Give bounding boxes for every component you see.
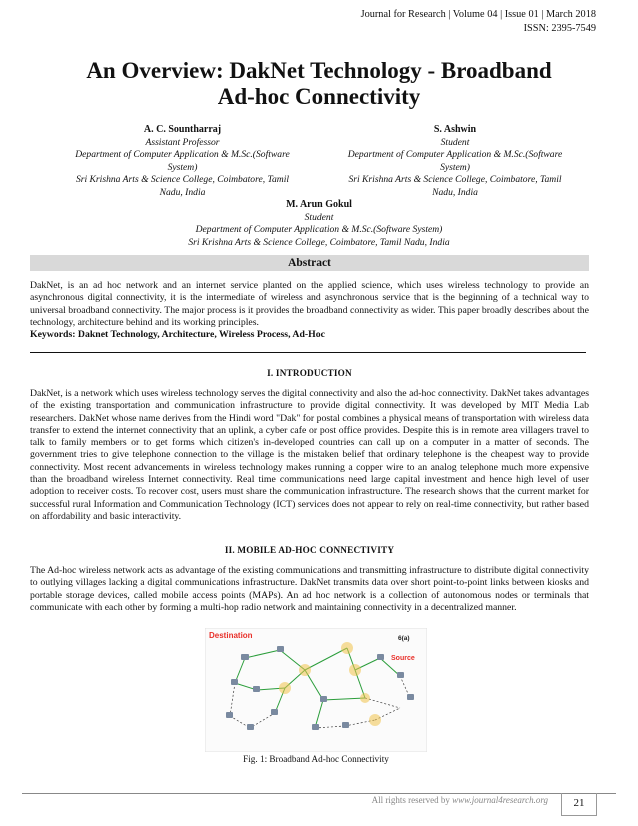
divider <box>30 352 586 353</box>
issn: ISSN: 2395-7549 <box>523 23 596 34</box>
section-text-introduction: DakNet, is a network which uses wireless technology serves the digital connectivity and also the ad-hoc connectivity. DakNet takes advantages of the existing transportation and communication infrastructure to provide digital connectivity. It was developed by MIT Media Lab researchers. DakNet whose name derives from the Hindi word "Dak" for postal combines a physical means of transportation with wireless data transfer to extend the internet connectivity that an uplink, a cyber cafe or post office provides. Despite this is in remote area villagers travel to talk to family members or to get forms which citizen's in-developed countries can call up on a computer in a matter of seconds. The government tries to give telephone connection to the village is the mistaken belief that ordinary telephone is the cheapest way to provide connectivity. Most recent advancements in wireless technology makes running a copper wire to an analog telephone much more expensive than the broadband wireless Internet connectivity. Real time communications need large capital investment and hence high level of user adoption to receiver costs. To recover cost, users must share the communication infrastructure. The research shows that the current market for successful rural Information and Communication Technology (ICT) services does not appear to rely on real-time connectivity, but rather based on affordability and basic interactivity. <box>30 388 590 522</box>
title-line-1: An Overview: DakNet Technology - Broadband <box>86 58 552 83</box>
journal-header <box>361 8 596 36</box>
figure-caption: Fig. 1: Broadband Ad-hoc Connectivity <box>243 754 389 764</box>
laptop-icon <box>312 724 319 730</box>
author-inst: Sri Krishna Arts & Science College, Coimbatore, Tamil Nadu, India <box>188 236 450 248</box>
laptop-icon <box>407 694 414 700</box>
section-heading-introduction: I. INTRODUCTION <box>267 368 352 378</box>
author-block-1 <box>50 124 315 200</box>
laptop-icon <box>253 686 260 692</box>
panel-label: 6(a) <box>398 635 410 642</box>
author-dept-cont: System) <box>440 161 470 173</box>
author-dept: Department of Computer Application & M.Sc.(Software System) <box>195 224 443 236</box>
laptop-icon <box>231 679 238 685</box>
author-role: Student <box>440 136 470 148</box>
journal-info: Journal for Research | Volume 04 | Issue 01 | March 2018 <box>360 9 596 20</box>
author-dept: Department of Computer Application & M.Sc.(Software <box>75 149 290 161</box>
laptop-icon <box>247 724 254 730</box>
title-line-2: Ad-hoc Connectivity <box>217 84 421 109</box>
laptop-icon <box>377 654 384 660</box>
laptop-icon <box>397 672 404 678</box>
author-inst: Sri Krishna Arts & Science College, Coimbatore, Tamil <box>75 174 290 186</box>
author-inst-cont: Nadu, India <box>432 186 478 198</box>
access-point-icon <box>279 682 291 694</box>
laptop-icon <box>226 712 233 718</box>
keywords: Keywords: Daknet Technology, Architecture, Wireless Process, Ad-Hoc <box>30 329 325 341</box>
author-name: M. Arun Gokul <box>286 199 352 210</box>
author-name: S. Ashwin <box>433 124 477 135</box>
access-point-icon <box>349 664 361 676</box>
access-point-icon <box>299 664 311 676</box>
paper-title <box>30 58 608 110</box>
laptop-icon <box>241 654 249 660</box>
figure-frame <box>205 628 427 752</box>
laptop-icon <box>320 696 327 702</box>
abstract-heading: Abstract <box>30 255 589 271</box>
source-label: Source <box>391 655 415 662</box>
author-inst-cont: Nadu, India <box>159 186 206 198</box>
laptop-icon <box>342 722 349 728</box>
rights-text: All rights reserved by <box>371 795 453 805</box>
adhoc-network-figure <box>205 628 427 752</box>
journal-website-link[interactable]: www.journal4research.org <box>452 795 548 805</box>
author-inst: Sri Krishna Arts & Science College, Coimbatore, Tamil <box>348 174 562 186</box>
author-role: Assistant Professor <box>145 136 220 148</box>
abstract-text: DakNet, is an ad hoc network and an internet service planted on the applied science, which uses wireless technology to provide an asynchronous digital connectivity, it is the intermediate of wireless and asynchronous service that is the beginning of a technical way to universal broadband connectivity. The major process is it provides the broadband connectivity as wider. This paper broadly describes about the technology, architecture behind and its working principles. <box>30 280 589 328</box>
footer-rights <box>372 795 548 805</box>
author-block-2 <box>325 124 585 200</box>
section-text-mobile-adhoc: The Ad-hoc wireless network acts as advantage of the existing communications and transmitting infrastructure to distribute digital connectivity to outlying villages lacking a digital communications infrastructure. DakNet transmits data over short point-to-point links between kiosks and portable storage devices, called mobile access points (MAPs). An ad hoc network is a collection of autonomous nodes or terminals that communicate with each other by forming a multi-hop radio network and maintaining connectivity in a decentralized manner. <box>30 565 589 613</box>
author-name: A. C. Sountharraj <box>143 124 222 135</box>
access-point-icon <box>341 642 353 654</box>
author-role: Student <box>304 211 334 223</box>
laptop-icon <box>277 646 284 652</box>
footer-rule <box>22 793 616 794</box>
laptop-icon <box>271 709 278 715</box>
page-number: 21 <box>561 793 597 816</box>
author-dept-cont: System) <box>167 161 198 173</box>
section-heading-mobile-adhoc: II. MOBILE AD-HOC CONNECTIVITY <box>224 545 395 555</box>
abstract-body <box>30 280 589 341</box>
author-dept: Department of Computer Application & M.Sc.(Software <box>347 149 563 161</box>
access-point-icon <box>369 714 381 726</box>
author-block-3 <box>30 199 608 249</box>
access-point-icon <box>360 693 370 703</box>
destination-label: Destination <box>209 631 253 640</box>
